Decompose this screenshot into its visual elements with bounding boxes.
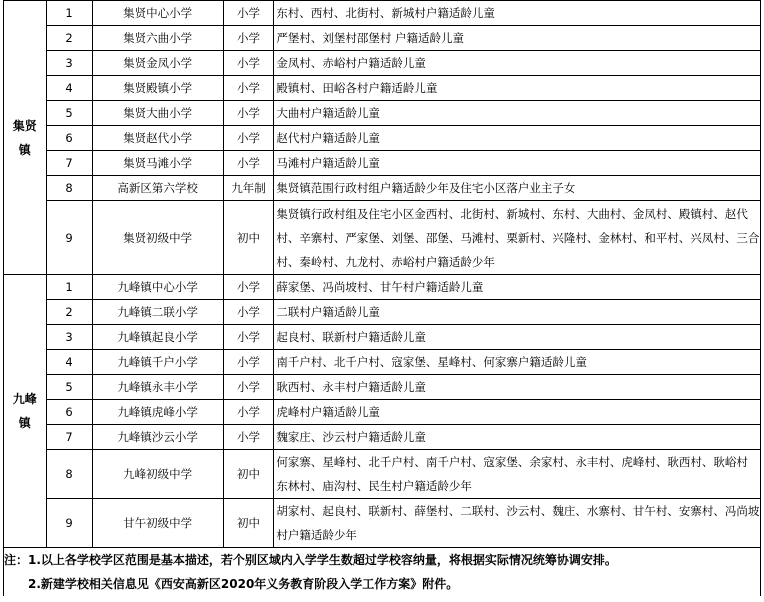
enrollment-area: 南千户村、北千户村、寇家堡、星峰村、何家寨户籍适龄儿童 [274, 350, 761, 375]
table-row [4, 375, 761, 400]
note-line: 注：1.以上各学校学区范围是基本描述，若个别区域内入学学生数超过学校容纳量，将根据实际情况统筹协调安排。 [4, 553, 617, 567]
enrollment-area: 虎峰村户籍适龄儿童 [274, 400, 761, 425]
row-number: 4 [46, 76, 92, 101]
enrollment-area: 殿镇村、田峪各村户籍适龄儿童 [274, 76, 761, 101]
enrollment-area: 赵代村户籍适龄儿童 [274, 126, 761, 151]
row-number: 3 [46, 51, 92, 76]
enrollment-area: 大曲村户籍适龄儿童 [274, 101, 761, 126]
row-number: 1 [46, 275, 92, 300]
school-type: 小学 [223, 26, 274, 51]
school-name: 集贤初级中学 [92, 201, 223, 275]
enrollment-area: 薛家堡、冯尚坡村、甘午村户籍适龄儿童 [274, 275, 761, 300]
table-row [4, 300, 761, 325]
school-name: 九峰镇永丰小学 [92, 375, 223, 400]
enrollment-area: 集贤镇范围行政村组户籍适龄少年及住宅小区落户业主子女 [274, 176, 761, 201]
row-number: 8 [46, 450, 92, 499]
row-number: 1 [46, 1, 92, 26]
table-row [4, 325, 761, 350]
school-name: 九峰镇二联小学 [92, 300, 223, 325]
row-number: 3 [46, 325, 92, 350]
school-name: 集贤马滩小学 [92, 151, 223, 176]
table-row [4, 51, 761, 76]
school-type: 初中 [223, 450, 274, 499]
table-row [4, 101, 761, 126]
row-number: 7 [46, 151, 92, 176]
enrollment-area: 胡家村、起良村、联新村、薛堡村、二联村、沙云村、魏庄、水寨村、甘午村、安寨村、冯尚坡村户籍适龄少年 [274, 499, 761, 548]
table-row [4, 350, 761, 375]
school-type: 小学 [223, 325, 274, 350]
row-number: 5 [46, 101, 92, 126]
enrollment-area: 金凤村、赤峪村户籍适龄儿童 [274, 51, 761, 76]
town-cell: 集贤镇 [4, 1, 47, 275]
row-number: 4 [46, 350, 92, 375]
school-name: 甘午初级中学 [92, 499, 223, 548]
note-line: 2.新建学校相关信息见《西安高新区2020年义务教育阶段入学工作方案》附件。 [28, 577, 459, 591]
row-number: 7 [46, 425, 92, 450]
town-cell: 九峰镇 [4, 275, 47, 548]
school-name: 集贤殿镇小学 [92, 76, 223, 101]
school-type: 小学 [223, 425, 274, 450]
school-name: 集贤赵代小学 [92, 126, 223, 151]
row-number: 5 [46, 375, 92, 400]
school-name: 集贤中心小学 [92, 1, 223, 26]
school-district-table [3, 0, 761, 596]
enrollment-area: 严堡村、刘堡村邵堡村 户籍适龄儿童 [274, 26, 761, 51]
notes-cell [4, 548, 761, 597]
table-row [4, 76, 761, 101]
table-row [4, 1, 761, 26]
school-name: 集贤金凤小学 [92, 51, 223, 76]
school-name: 九峰镇中心小学 [92, 275, 223, 300]
school-type: 小学 [223, 1, 274, 26]
school-type: 小学 [223, 151, 274, 176]
school-name: 高新区第六学校 [92, 176, 223, 201]
enrollment-area: 魏家庄、沙云村户籍适龄儿童 [274, 425, 761, 450]
table-row [4, 26, 761, 51]
school-type: 初中 [223, 201, 274, 275]
row-number: 2 [46, 26, 92, 51]
row-number: 6 [46, 126, 92, 151]
enrollment-area: 集贤镇行政村组及住宅小区金西村、北街村、新城村、东村、大曲村、金凤村、殿镇村、赵代村、辛寨村、严家堡、刘堡、邵堡、马滩村、栗新村、兴隆村、金林村、和平村、兴凤村、三合村、秦岭村、九龙村、赤峪村户籍适龄少年 [274, 201, 761, 275]
school-name: 九峰初级中学 [92, 450, 223, 499]
table-row [4, 400, 761, 425]
row-number: 8 [46, 176, 92, 201]
school-type: 小学 [223, 375, 274, 400]
enrollment-area: 何家寨、星峰村、北千户村、南千户村、寇家堡、余家村、永丰村、虎峰村、耿西村、耿峪村 东林村、庙沟村、民生村户籍适龄少年 [274, 450, 761, 499]
school-type: 小学 [223, 76, 274, 101]
row-number: 9 [46, 201, 92, 275]
table-row [4, 201, 761, 275]
school-name: 集贤大曲小学 [92, 101, 223, 126]
table-row [4, 151, 761, 176]
table-row [4, 450, 761, 499]
school-name: 九峰镇起良小学 [92, 325, 223, 350]
school-name: 九峰镇千户小学 [92, 350, 223, 375]
school-name: 集贤六曲小学 [92, 26, 223, 51]
enrollment-area: 耿西村、永丰村户籍适龄儿童 [274, 375, 761, 400]
row-number: 9 [46, 499, 92, 548]
table-row [4, 275, 761, 300]
school-type: 小学 [223, 101, 274, 126]
enrollment-area: 起良村、联新村户籍适龄儿童 [274, 325, 761, 350]
table-row [4, 499, 761, 548]
school-type: 初中 [223, 499, 274, 548]
table-row [4, 126, 761, 151]
row-number: 2 [46, 300, 92, 325]
row-number: 6 [46, 400, 92, 425]
table-row [4, 176, 761, 201]
school-type: 小学 [223, 300, 274, 325]
school-type: 小学 [223, 126, 274, 151]
table-row [4, 425, 761, 450]
school-type: 小学 [223, 400, 274, 425]
school-type: 小学 [223, 275, 274, 300]
enrollment-area: 马滩村户籍适龄儿童 [274, 151, 761, 176]
school-type: 小学 [223, 51, 274, 76]
school-type: 九年制 [223, 176, 274, 201]
notes-row [4, 548, 761, 597]
enrollment-area: 二联村户籍适龄儿童 [274, 300, 761, 325]
school-name: 九峰镇沙云小学 [92, 425, 223, 450]
enrollment-area: 东村、西村、北街村、新城村户籍适龄儿童 [274, 1, 761, 26]
school-type: 小学 [223, 350, 274, 375]
school-name: 九峰镇虎峰小学 [92, 400, 223, 425]
